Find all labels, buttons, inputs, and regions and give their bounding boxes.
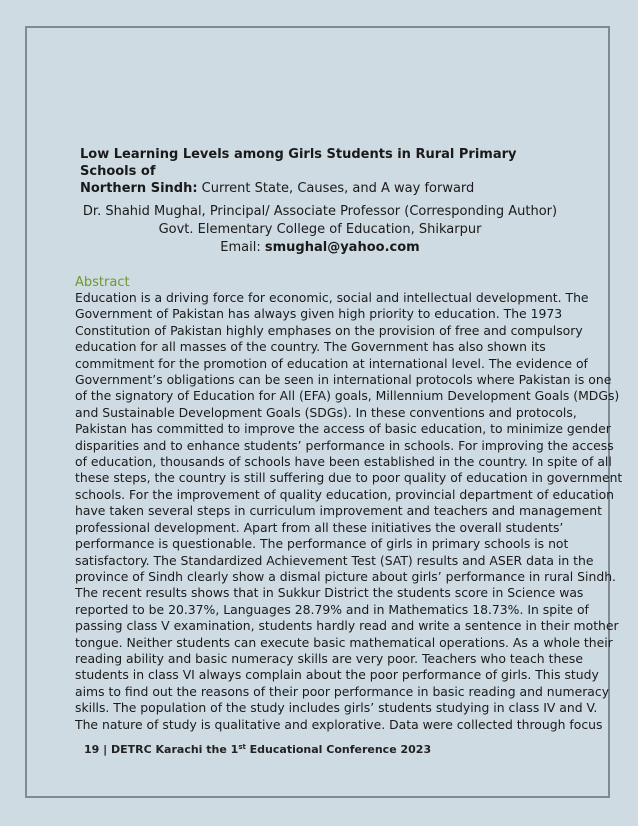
author-block — [75, 203, 565, 257]
footer-text: DETRC Karachi the 1 — [111, 743, 239, 756]
title-line-2 — [80, 180, 550, 197]
abstract-line: and Sustainable Development Goals (SDGs). In these conventions and protocols, — [75, 404, 577, 420]
footer-text-after: Educational Conference 2023 — [245, 743, 432, 756]
abstract-body — [75, 290, 623, 733]
abstract-line: performance is questionable. The performance of girls in primary schools is not — [75, 536, 569, 552]
abstract-line: disparities and to enhance students’ performance in schools. For improving the access — [75, 437, 614, 453]
footer-separator: | — [99, 743, 111, 756]
title-bold-part: Northern Sindh: — [80, 181, 198, 196]
abstract-line: Government of Pakistan has always given high priority to education. The 1973 — [75, 306, 563, 322]
abstract-line: schools. For the improvement of quality education, provincial department of education — [75, 486, 615, 502]
author-email-line — [75, 239, 565, 257]
abstract-line: satisfactory. The Standardized Achievement Test (SAT) results and ASER data in the — [75, 552, 594, 568]
abstract-line: of the signatory of Education for All (EFA) goals, Millennium Development Goals (MDGs) — [75, 388, 620, 404]
abstract-line: Government’s obligations can be seen in international protocols where Pakistan is one — [75, 372, 612, 388]
paper-title — [80, 146, 550, 197]
page-number: 19 — [84, 743, 100, 756]
abstract-line: reported to be 20.37%, Languages 28.79% and in Mathematics 18.73%. In spite of — [75, 601, 589, 617]
abstract-line: these steps, the country is still suffering due to poor quality of education in government — [75, 470, 623, 486]
abstract-line: Pakistan has committed to improve the access of basic education, to minimize gender — [75, 421, 611, 437]
abstract-line: students in class VI always complain about the poor performance of girls. This study — [75, 667, 599, 683]
abstract-line: The nature of study is qualitative and explorative. Data were collected through focus — [75, 716, 603, 732]
abstract-line: education for all masses of the country. The Government has also shown its — [75, 339, 546, 355]
title-line-1: Low Learning Levels among Girls Students in Rural Primary Schools of — [80, 147, 517, 179]
footer-superscript: st — [238, 743, 246, 751]
abstract-line: professional development. Apart from all these initiatives the overall students’ — [75, 519, 564, 535]
author-email: smughal@yahoo.com — [264, 240, 420, 255]
abstract-line: skills. The population of the study includes girls’ students studying in class IV and V. — [75, 700, 598, 716]
abstract-line: The recent results shows that in Sukkur District the students score in Science was — [75, 585, 584, 601]
email-label: Email: — [220, 240, 265, 255]
abstract-line: province of Sindh clearly show a dismal picture about girls’ performance in rural Sindh. — [75, 568, 616, 584]
abstract-heading: Abstract — [75, 275, 130, 290]
abstract-line: tongue. Neither students can execute basic mathematical operations. As a whole their — [75, 634, 613, 650]
abstract-line: have taken several steps in curriculum improvement and teachers and management — [75, 503, 602, 519]
title-subtitle: Current State, Causes, and A way forward — [197, 181, 475, 196]
abstract-line: passing class V examination, students hardly read and write a sentence in their mother — [75, 618, 619, 634]
abstract-line: aims to find out the reasons of their poor performance in basic reading and numeracy — [75, 683, 610, 699]
page-footer — [84, 743, 431, 756]
abstract-line: Education is a driving force for economic, social and intellectual development. The — [75, 290, 589, 305]
author-name: Dr. Shahid Mughal, Principal/ Associate Professor (Corresponding Author) — [82, 204, 558, 219]
abstract-line: reading ability and basic numeracy skills are very poor. Teachers who teach these — [75, 650, 584, 666]
abstract-line: Constitution of Pakistan highly emphases on the provision of free and compulsory — [75, 322, 583, 338]
abstract-line: of education, thousands of schools have been established in the country. In spite of all — [75, 454, 612, 470]
abstract-line: commitment for the promotion of education at international level. The evidence of — [75, 355, 588, 371]
author-affiliation: Govt. Elementary College of Education, Shikarpur — [158, 222, 482, 237]
